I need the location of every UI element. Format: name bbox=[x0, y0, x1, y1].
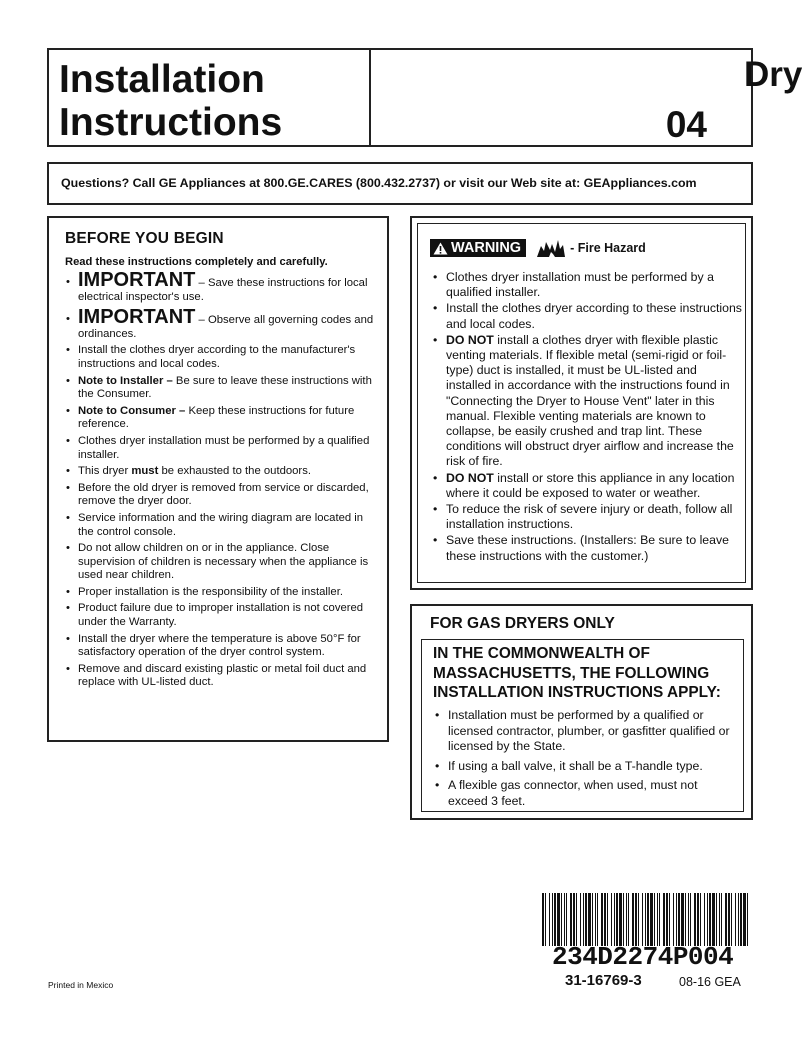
part-number: 31-16769-3 bbox=[565, 972, 642, 989]
barcode-bar bbox=[663, 893, 665, 946]
note-label: Note to Consumer – bbox=[78, 404, 186, 417]
barcode-bar bbox=[712, 893, 715, 946]
barcode-bar bbox=[707, 893, 708, 946]
warning-badge-label: WARNING bbox=[451, 240, 522, 256]
questions-text: Questions? Call GE Appliances at 800.GE.CARES (800.432.2737) or visit our Web site at: GEAppliances.com bbox=[61, 176, 697, 190]
barcode-bar bbox=[688, 893, 689, 946]
list-item bbox=[65, 307, 375, 341]
barcode-bar bbox=[685, 893, 686, 946]
donot-text: install a clothes dryer with flexible plastic venting materials. If flexible metal (semi-rigid or foil-type) duct is installed, it must be UL-listed and installed in accordance with the instructions found in "Connecting the Dryer to House Vent" later in this manual. Flexible venting materials are known to collapse, be easily crushed and trap lint. These conditions will obstruct dryer airflow and increase the risk of fire. bbox=[446, 332, 734, 469]
warning-title bbox=[430, 238, 646, 258]
list-item: • Do not allow children on or in the appliance. Close supervision of children is necessary when the appliance is used near children. bbox=[65, 542, 375, 583]
list-item: • Proper installation is the responsibility of the installer. bbox=[65, 586, 375, 600]
barcode-bar bbox=[592, 893, 593, 946]
header-title-box bbox=[47, 48, 370, 147]
massachusetts-box bbox=[421, 639, 744, 812]
revision: 08-16 GEA bbox=[679, 975, 741, 989]
barcode-bar bbox=[588, 893, 591, 946]
barcode-bar bbox=[650, 893, 653, 946]
gas-title: FOR GAS DRYERS ONLY bbox=[430, 615, 615, 632]
list-item: • Install the clothes dryer according to the manufacturer's instructions and local codes. bbox=[65, 344, 375, 371]
barcode-bar bbox=[632, 893, 634, 946]
barcode-bar bbox=[694, 893, 696, 946]
list-item bbox=[432, 333, 742, 470]
list-item: • If using a ball valve, it shall be a T-handle type. bbox=[434, 759, 739, 775]
warning-list bbox=[432, 270, 742, 564]
important-text: – Observe all governing codes and ordinances. bbox=[78, 314, 374, 340]
barcode-bar bbox=[654, 893, 655, 946]
warning-box bbox=[410, 216, 753, 590]
barcode-bar bbox=[721, 893, 722, 946]
exhaust-bold: must bbox=[131, 465, 159, 478]
barcode-bar bbox=[566, 893, 567, 946]
donot-label: DO NOT bbox=[446, 332, 494, 347]
barcode-bar bbox=[554, 893, 556, 946]
barcode-bar bbox=[601, 893, 603, 946]
barcode-bar bbox=[597, 893, 598, 946]
before-you-begin-box bbox=[47, 216, 389, 742]
barcode-bar bbox=[585, 893, 587, 946]
list-item bbox=[65, 405, 375, 432]
before-heading: BEFORE YOU BEGIN bbox=[65, 230, 224, 247]
note-text: Be sure to leave these instructions with the Consumer. bbox=[78, 374, 372, 401]
donot-label: DO NOT bbox=[446, 470, 494, 485]
list-item bbox=[432, 471, 742, 501]
barcode-bar bbox=[657, 893, 658, 946]
list-item: • Install the dryer where the temperature is above 50°F for satisfactory operation of the dryer control system. bbox=[65, 633, 375, 660]
barcode-bar bbox=[607, 893, 608, 946]
warning-hazard-text: - Fire Hazard bbox=[570, 241, 646, 255]
warning-inner bbox=[417, 223, 746, 583]
barcode-bar bbox=[719, 893, 720, 946]
barcode-bar bbox=[635, 893, 637, 946]
barcode-bar bbox=[704, 893, 705, 946]
barcode-bar bbox=[623, 893, 624, 946]
barcode-number: 234D2274P004 bbox=[552, 942, 734, 972]
barcode-bar bbox=[580, 893, 581, 946]
barcode-bar bbox=[557, 893, 560, 946]
barcode-bar bbox=[678, 893, 680, 946]
barcode-bar bbox=[747, 893, 748, 946]
barcode-bar bbox=[573, 893, 575, 946]
barcode-bar bbox=[700, 893, 701, 946]
important-label: IMPORTANT bbox=[78, 306, 196, 329]
before-lead: Read these instructions completely and carefully. bbox=[65, 256, 328, 268]
printed-in: Printed in Mexico bbox=[48, 980, 114, 990]
title-line-2: Instructions bbox=[59, 101, 283, 144]
barcode-bar bbox=[552, 893, 553, 946]
list-item: • Installation must be performed by a qualified or licensed contractor, plumber, or gasfitter qualified or licensed by the State. bbox=[434, 708, 739, 755]
barcode-bar bbox=[616, 893, 618, 946]
barcode-bar bbox=[731, 893, 732, 946]
barcode-bar bbox=[604, 893, 606, 946]
barcode-bar bbox=[619, 893, 622, 946]
list-item: • Remove and discard existing plastic or metal foil duct and replace with UL-listed duct. bbox=[65, 663, 375, 690]
barcode-bar bbox=[583, 893, 584, 946]
barcode-bar bbox=[595, 893, 596, 946]
barcode-bar bbox=[697, 893, 699, 946]
list-item bbox=[65, 270, 375, 304]
barcode-bar bbox=[642, 893, 643, 946]
massachusetts-heading: IN THE COMMONWEALTH OF MASSACHUSETTS, THE FOLLOWING INSTALLATION INSTRUCTIONS APPLY: bbox=[433, 645, 721, 701]
barcode-bar bbox=[570, 893, 572, 946]
warning-triangle-icon bbox=[433, 242, 448, 255]
list-item: • To reduce the risk of severe injury or death, follow all installation instructions. bbox=[432, 502, 742, 532]
barcode-bar bbox=[628, 893, 629, 946]
list-item: • Save these instructions. (Installers: Be sure to leave these instructions with the customer.) bbox=[432, 533, 742, 563]
list-item: • Clothes dryer installation must be performed by a qualified installer. bbox=[432, 270, 742, 300]
barcode-bar bbox=[738, 893, 739, 946]
barcode-bar bbox=[564, 893, 565, 946]
barcode-bar bbox=[626, 893, 627, 946]
list-item: • Install the clothes dryer according to these instructions and local codes. bbox=[432, 301, 742, 331]
barcode-bar bbox=[638, 893, 639, 946]
barcode-bar bbox=[614, 893, 615, 946]
title-line-1: Installation bbox=[59, 58, 265, 101]
barcode-bar bbox=[676, 893, 677, 946]
barcode-bar bbox=[561, 893, 562, 946]
list-item: • Service information and the wiring diagram are located in the control console. bbox=[65, 512, 375, 539]
barcode-bar bbox=[545, 893, 546, 946]
list-item: • Clothes dryer installation must be performed by a qualified installer. bbox=[65, 435, 375, 462]
note-label: Note to Installer – bbox=[78, 374, 173, 387]
barcode-bar bbox=[659, 893, 660, 946]
barcode-bar bbox=[735, 893, 736, 946]
header-number: 04 bbox=[665, 104, 707, 145]
warning-badge bbox=[430, 239, 526, 257]
barcode-bar bbox=[725, 893, 727, 946]
barcode-bar bbox=[549, 893, 550, 946]
barcode-bar bbox=[673, 893, 674, 946]
barcode-bar bbox=[681, 893, 684, 946]
important-text: – Save these instructions for local electrical inspector's use. bbox=[78, 277, 368, 303]
fire-hazard-icon bbox=[536, 238, 566, 258]
header-overflow-title: Dry bbox=[744, 55, 802, 94]
important-label: IMPORTANT bbox=[78, 269, 196, 291]
barcode-bar bbox=[740, 893, 742, 946]
exhaust-post: be exhausted to the outdoors. bbox=[158, 465, 311, 478]
barcode-bar bbox=[542, 893, 544, 946]
list-item: • Product failure due to improper installation is not covered under the Warranty. bbox=[65, 602, 375, 629]
before-list bbox=[65, 270, 375, 690]
list-item bbox=[65, 375, 375, 402]
barcode-bar bbox=[743, 893, 746, 946]
barcode-bar bbox=[716, 893, 717, 946]
list-item: • A flexible gas connector, when used, must not exceed 3 feet. bbox=[434, 778, 739, 809]
barcode-bar bbox=[645, 893, 646, 946]
barcode-bar bbox=[647, 893, 649, 946]
list-item bbox=[65, 465, 375, 479]
barcode-bar bbox=[576, 893, 577, 946]
questions-bar bbox=[47, 162, 753, 205]
page-title bbox=[59, 58, 282, 144]
gas-list bbox=[434, 708, 739, 809]
barcode-bar bbox=[666, 893, 668, 946]
list-item: • Before the old dryer is removed from service or discarded, remove the dryer door. bbox=[65, 482, 375, 509]
gas-dryers-box bbox=[410, 604, 753, 820]
donot-text: install or store this appliance in any location where it could be exposed to water or weather. bbox=[446, 470, 735, 500]
note-text: Keep these instructions for future reference. bbox=[78, 404, 355, 431]
barcode-bar bbox=[669, 893, 670, 946]
barcode-bar bbox=[690, 893, 691, 946]
barcode-image bbox=[542, 893, 752, 946]
barcode-bar bbox=[611, 893, 612, 946]
exhaust-pre: This dryer bbox=[78, 465, 132, 478]
barcode-bar bbox=[709, 893, 711, 946]
header-number-box bbox=[370, 48, 753, 147]
barcode-bar bbox=[728, 893, 730, 946]
